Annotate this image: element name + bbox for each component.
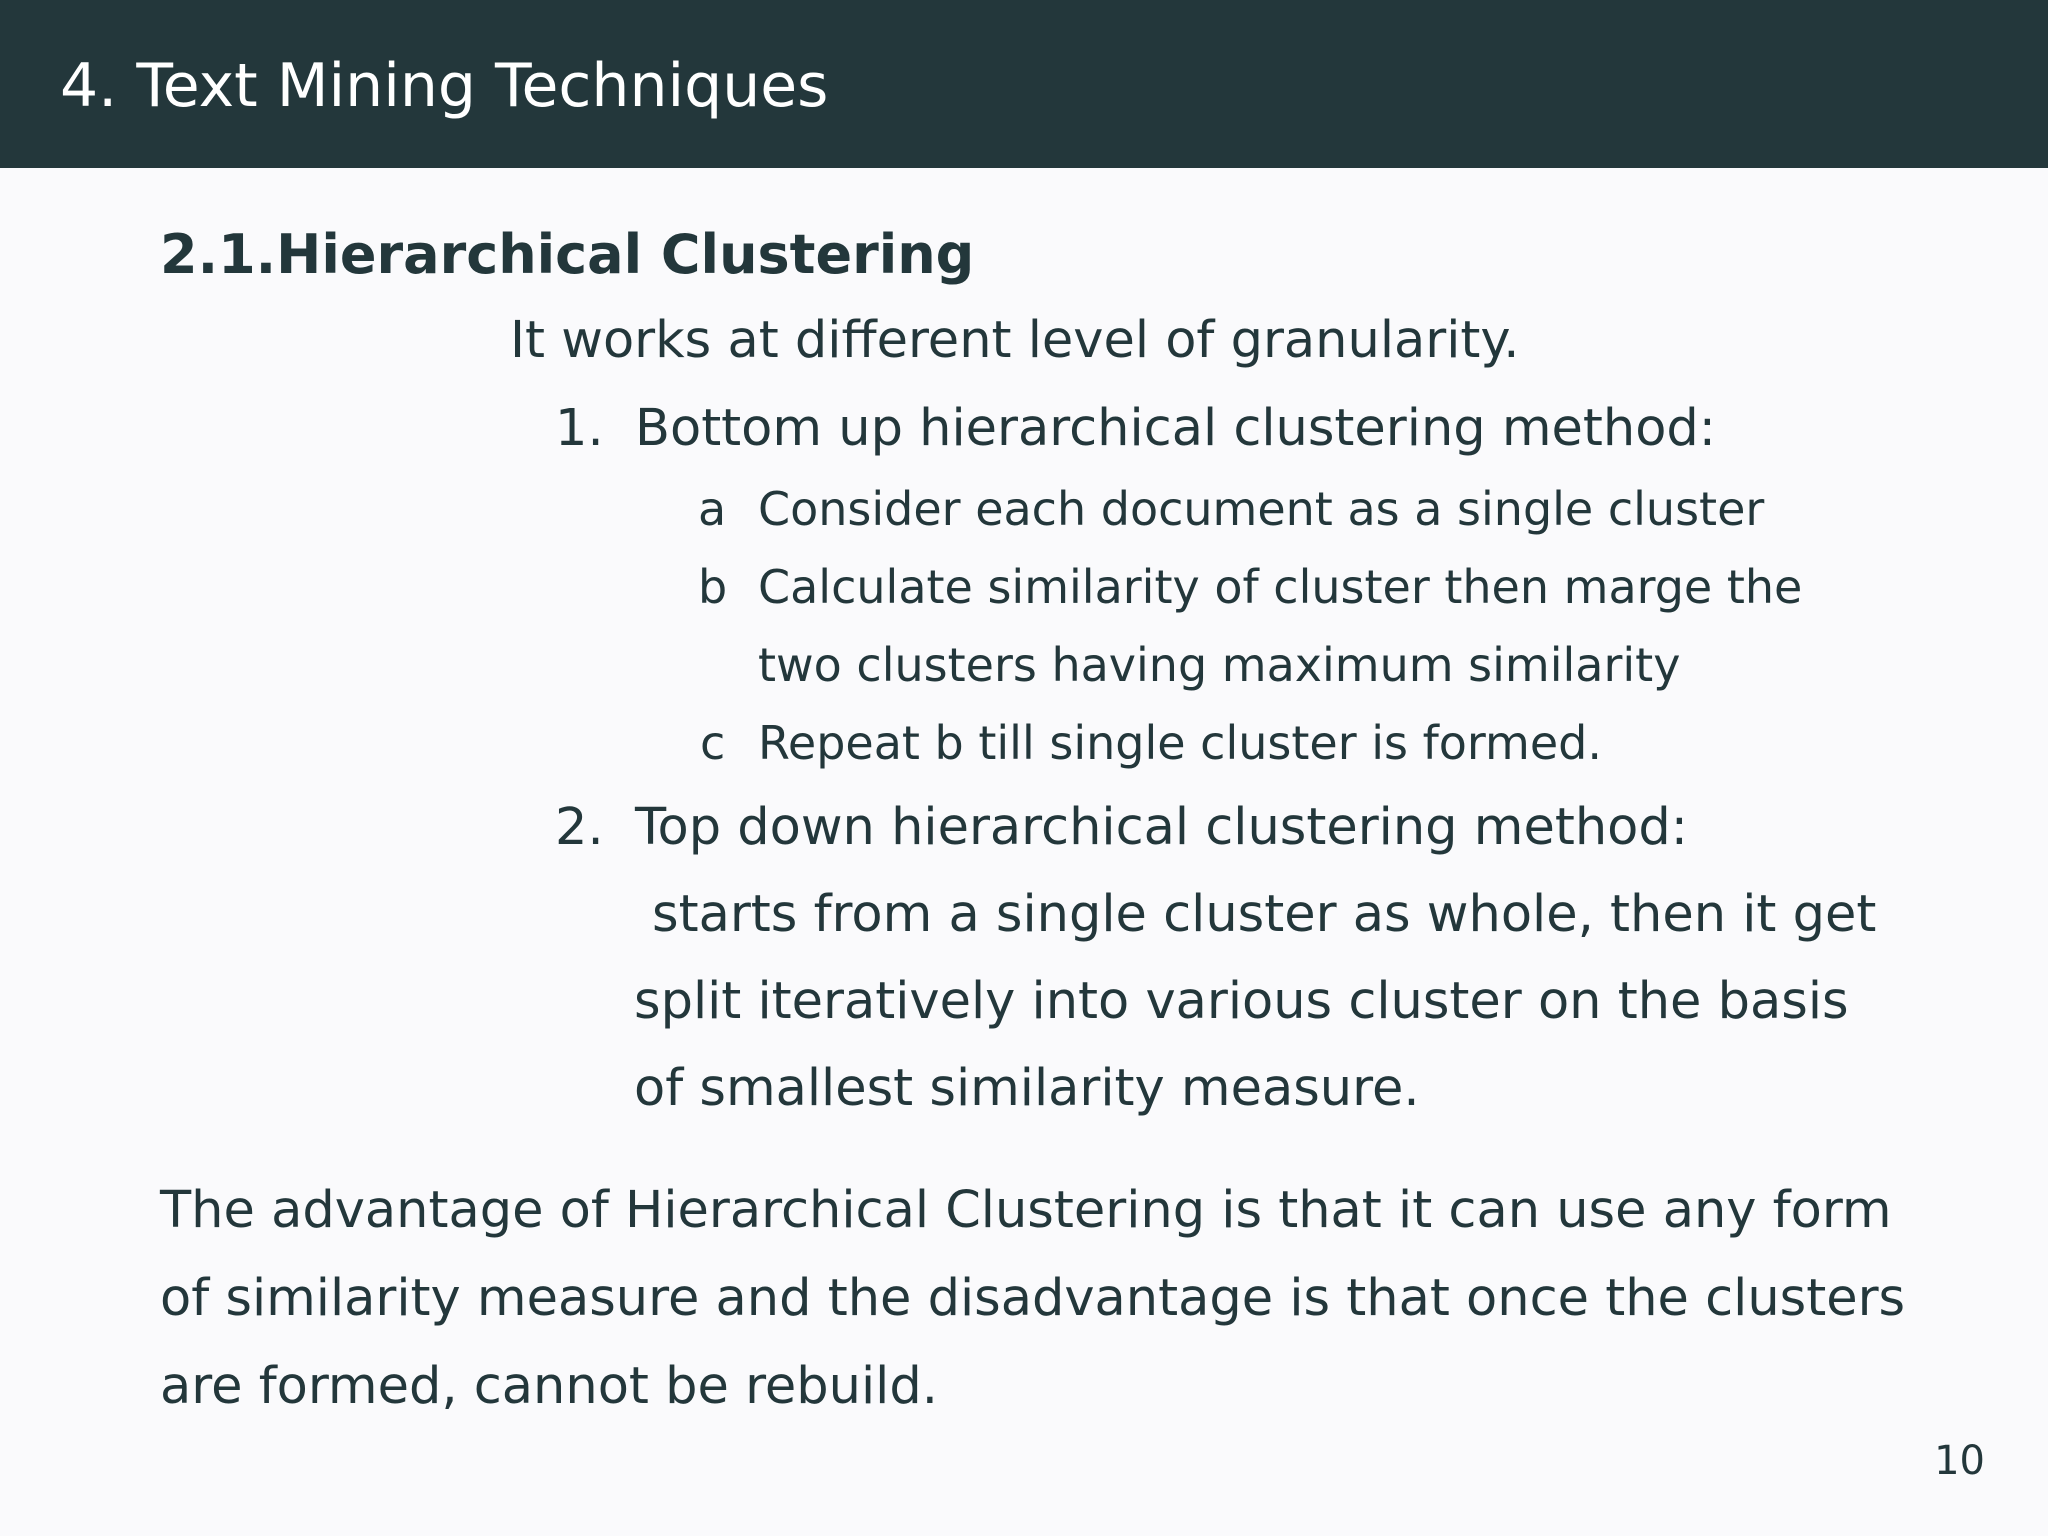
step-b-letter: b [698,560,728,614]
method-1-number: 1. [555,399,604,458]
method-2-label: Top down hierarchical clustering method: [635,798,1688,857]
summary-line-3: are formed, cannot be rebuild. [160,1357,938,1416]
step-a-letter: a [698,482,727,536]
step-a-text: Consider each document as a single cluster [758,482,1765,536]
slide-header [0,0,2048,168]
summary-line-1: The advantage of Hierarchical Clustering is that it can use any form [160,1181,1892,1240]
step-b-text-line-2: two clusters having maximum similarity [758,638,1681,692]
slide-title: 4. Text Mining Techniques [60,51,829,121]
method-2-description-line-2: split iteratively into various cluster on the basis [634,972,1849,1031]
method-2-description-line-1: starts from a single cluster as whole, then it get [652,885,1877,944]
summary-line-2: of similarity measure and the disadvantage is that once the clusters [160,1269,1906,1328]
method-2-description-line-3: of smallest similarity measure. [634,1059,1420,1118]
step-c-text: Repeat b till single cluster is formed. [758,716,1602,770]
section-heading: 2.1.Hierarchical Clustering [160,223,975,286]
step-b-text-line-1: Calculate similarity of cluster then marge the [758,560,1803,614]
method-1-label: Bottom up hierarchical clustering method: [635,399,1716,458]
intro-text: It works at different level of granularity. [510,311,1520,370]
method-2-number: 2. [555,798,604,857]
step-c-letter: c [700,716,726,770]
page-number: 10 [1934,1438,1985,1484]
